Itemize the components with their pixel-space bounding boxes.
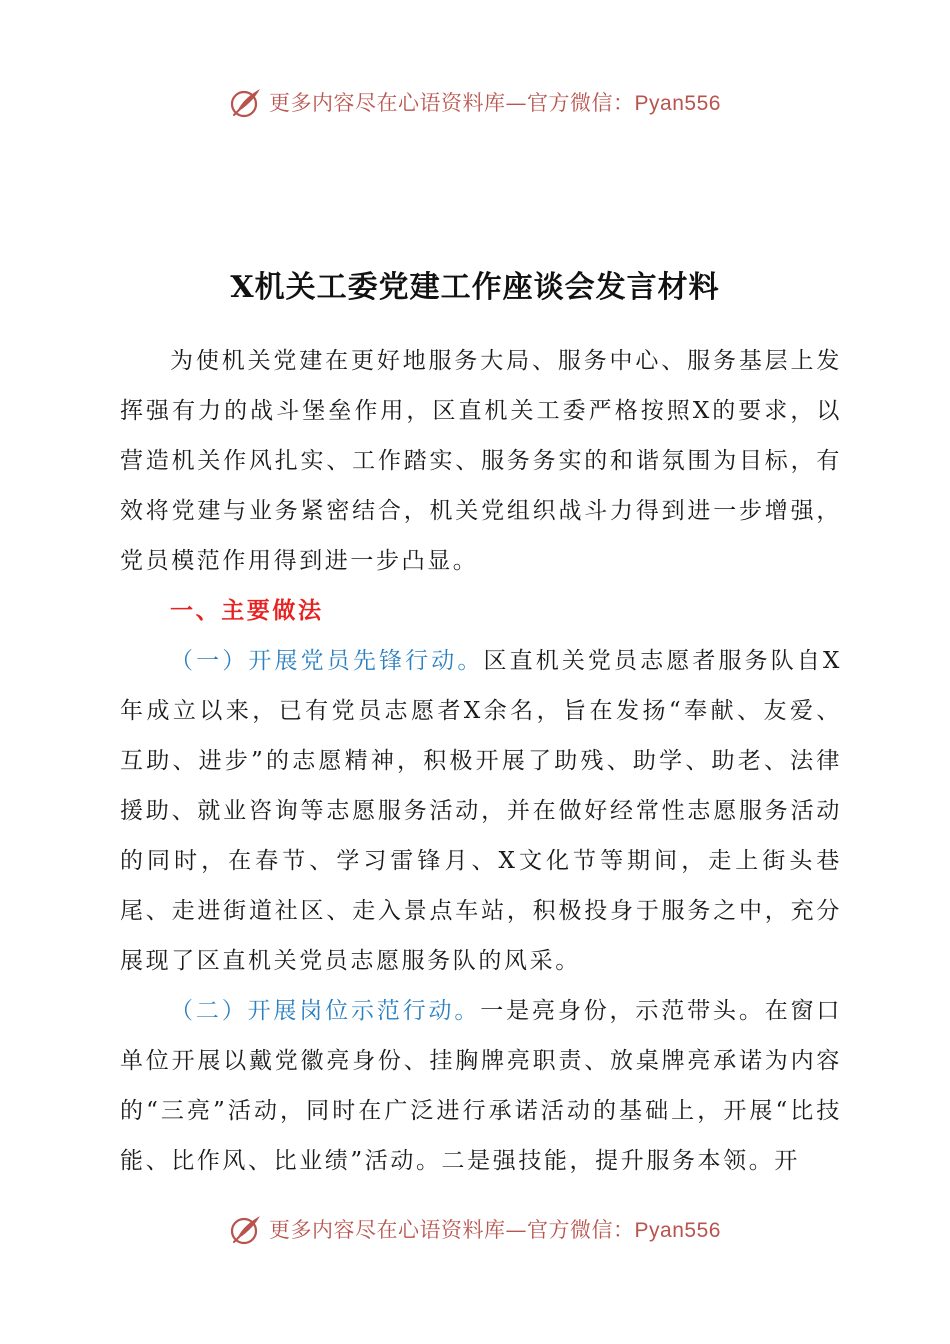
watermark-banner-bottom	[0, 1209, 950, 1249]
watermark-text: 更多内容尽在心语资料库—官方微信：Pyan556	[269, 1218, 721, 1242]
paragraph-text: 区直机关党员志愿者服务队自X年成立以来，已有党员志愿者X余名，旨在发扬“奉献、友爱、互助、进步”的志愿精神，积极开展了助残、助学、助老、法律援助、就业咨询等志愿服务活动，并在做好经常性志愿服务活动的同时，在春节、学习雷锋月、X文化节等期间，走上街头巷尾、走进街道社区、走入景点车站，积极投身于服务之中，充分展现了区直机关党员志愿服务队的风采。	[120, 648, 842, 974]
intro-paragraph: 为使机关党建在更好地服务大局、服务中心、服务基层上发挥强有力的战斗堡垒作用，区直机关工委严格按照X的要求，以营造机关作风扎实、工作踏实、服务务实的和谐氛围为目标，有效将党建与业务紧密结合，机关党组织战斗力得到进一步增强，党员模范作用得到进一步凸显。	[120, 348, 842, 574]
watermark-banner-top	[0, 82, 950, 122]
document-body	[120, 336, 842, 1186]
subheading-vanguard-action: （一）开展党员先锋行动。	[170, 648, 484, 674]
paragraph-text: 一是亮身份，示范带头。在窗口单位开展以戴党徽亮身份、挂胸牌亮职责、放桌牌亮承诺为内容的“三亮”活动，同时在广泛进行承诺活动的基础上，开展“比技能、比作风、比业绩”活动。二是强技能，提升服务本领。开	[120, 998, 843, 1174]
document-title: X机关工委党建工作座谈会发言材料	[230, 270, 720, 305]
quill-pen-logo-icon	[229, 1211, 265, 1247]
watermark-text: 更多内容尽在心语资料库—官方微信：Pyan556	[269, 91, 721, 115]
quill-pen-logo-icon	[229, 84, 265, 120]
paragraph-post-demonstration	[120, 986, 842, 1186]
subheading-post-demonstration: （二）开展岗位示范行动。	[170, 998, 481, 1024]
paragraph-party-member-vanguard	[120, 636, 842, 986]
section-heading-main-practices: 一、主要做法	[170, 598, 324, 624]
